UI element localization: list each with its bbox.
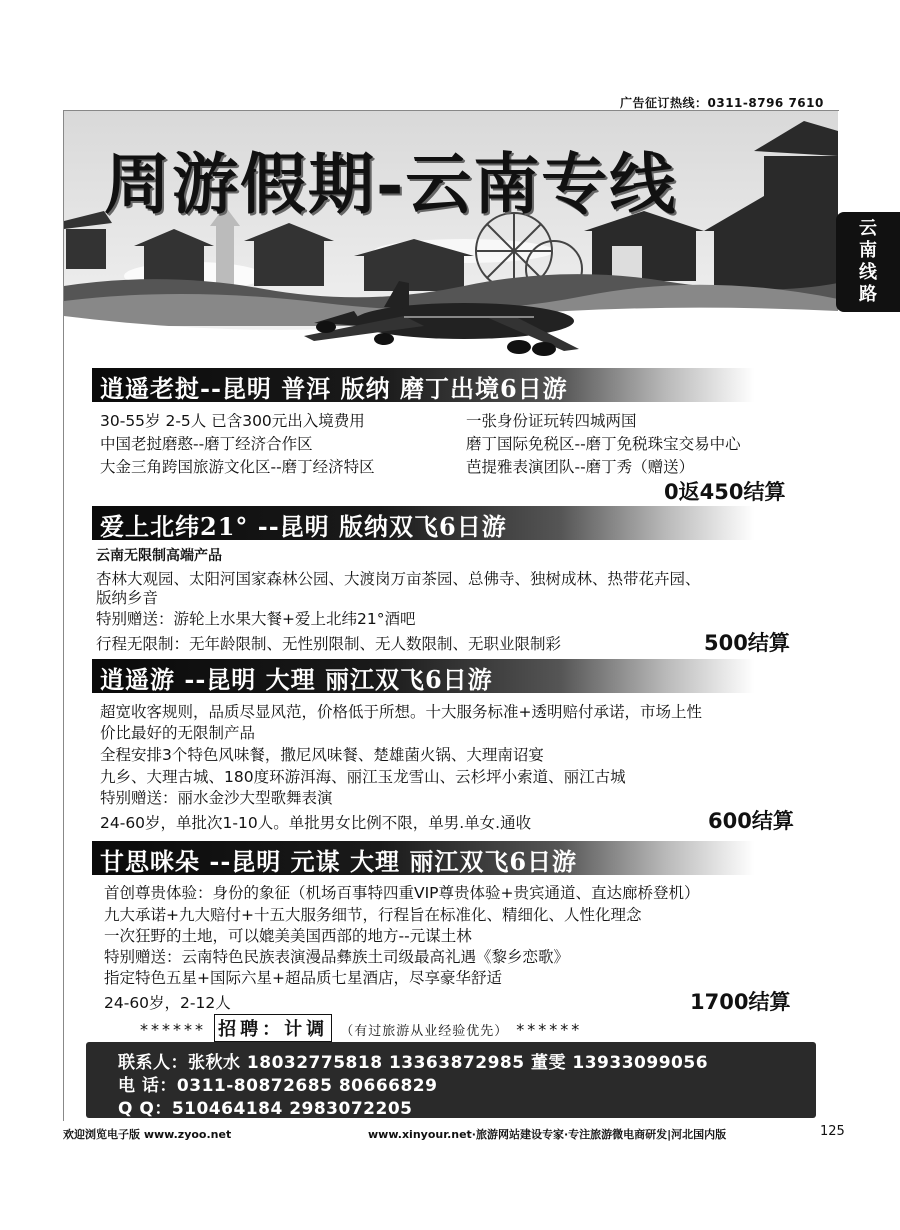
- section-1-price: 0返450结算: [664, 480, 786, 504]
- section-2-price: 500结算: [704, 631, 790, 655]
- section-4-line: 指定特色五星+国际六星+超品质七星酒店，尽享豪华舒适: [104, 969, 502, 987]
- contact-persons: 联系人：张秋水 18032775818 13363872985 董雯 13933099056: [118, 1053, 709, 1073]
- section-3-line: 全程安排3个特色风味餐，撒尼风味餐、楚雄菌火锅、大理南诏宴: [100, 746, 544, 764]
- section-2-line: 版纳乡音: [96, 589, 159, 607]
- footer-website-slogan: www.xinyour.net·旅游网站建设专家·专注旅游微电商研发|河北国内版: [368, 1128, 727, 1141]
- section-1-line: 大金三角跨国旅游文化区--磨丁经济特区: [100, 458, 375, 476]
- ad-hotline: 广告征订热线：0311-8796 7610: [620, 96, 824, 110]
- section-1-line: 磨丁国际免税区--磨丁免税珠宝交易中心: [466, 435, 741, 453]
- section-3-header: [92, 659, 812, 693]
- section-3-price: 600结算: [708, 809, 794, 833]
- section-4-title: 甘思咪朵 --昆明 元谋 大理 丽江双飞6日游: [100, 847, 578, 876]
- side-tab-char: 路: [859, 284, 877, 305]
- section-3-line: 24-60岁，单批次1-10人。单批男女比例不限，单男.单女.通收: [100, 814, 532, 832]
- contact-phone: 电 话：0311-80872685 80666829: [118, 1076, 438, 1096]
- recruit-label: 招聘：计调: [214, 1014, 332, 1042]
- section-4-price: 1700结算: [690, 990, 791, 1014]
- section-3-line: 特别赠送：丽水金沙大型歌舞表演: [100, 789, 333, 807]
- section-1-line: 中国老挝磨憨--磨丁经济合作区: [100, 435, 313, 453]
- side-tab-char: 线: [859, 262, 877, 283]
- section-1-title: 逍遥老挝--昆明 普洱 版纳 磨丁出境6日游: [100, 374, 568, 403]
- section-4-line: 首创尊贵体验：身份的象征（机场百事特四重VIP尊贵体验+贵宾通道、直达廊桥登机）: [104, 884, 700, 902]
- contact-box: [86, 1042, 816, 1118]
- footer-ebook-link[interactable]: 欢迎浏览电子版 www.zyoo.net: [63, 1128, 232, 1141]
- page-number: 125: [820, 1124, 845, 1139]
- section-3-line: 价比最好的无限制产品: [100, 724, 256, 742]
- hero-title: 周游假期-云南专线: [104, 145, 678, 223]
- section-4-line: 一次狂野的土地，可以媲美美国西部的地方--元谋土林: [104, 927, 472, 945]
- section-3-line: 九乡、大理古城、180度环游洱海、丽江玉龙雪山、云杉坪小索道、丽江古城: [100, 768, 626, 786]
- section-2-title: 爱上北纬21° --昆明 版纳双飞6日游: [100, 512, 507, 541]
- recruit-stars-right: ******: [516, 1020, 583, 1039]
- section-1-line: 30-55岁 2-5人 已含300元出入境费用: [100, 412, 365, 430]
- section-1-line: 一张身份证玩转四城两国: [466, 412, 637, 430]
- section-1-header: [92, 368, 812, 402]
- section-2-line: 杏林大观园、太阳河国家森林公园、大渡岗万亩茶园、总佛寺、独树成林、热带花卉园、: [96, 570, 701, 588]
- section-3-title: 逍遥游 --昆明 大理 丽江双飞6日游: [100, 665, 493, 694]
- section-2-header: [92, 506, 812, 540]
- section-4-line: 24-60岁，2-12人: [104, 994, 231, 1012]
- section-2-line: 特别赠送：游轮上水果大餐+爱上北纬21°酒吧: [96, 610, 416, 628]
- recruit-stars-left: ******: [140, 1020, 206, 1039]
- section-2-subtitle: 云南无限制高端产品: [96, 548, 222, 564]
- section-4-line: 九大承诺+九大赔付+十五大服务细节，行程旨在标准化、精细化、人性化理念: [104, 906, 642, 924]
- section-4-line: 特别赠送：云南特色民族表演漫品彝族土司级最高礼遇《黎乡恋歌》: [104, 948, 570, 966]
- side-tab-char: 南: [859, 240, 877, 261]
- recruit-note: （有过旅游从业经验优先）: [340, 1024, 509, 1039]
- contact-qq: Q Q：510464184 2983072205: [118, 1099, 413, 1119]
- section-3-line: 超宽收客规则，品质尽显风范，价格低于所想。十大服务标准+透明赔付承诺，市场上性: [100, 703, 702, 721]
- section-2-line: 行程无限制：无年龄限制、无性别限制、无人数限制、无职业限制彩: [96, 635, 562, 653]
- recruitment-notice: [140, 1014, 582, 1042]
- side-tab-yunnan-routes: [836, 212, 900, 312]
- hero-banner: [64, 111, 838, 363]
- section-1-line: 芭提雅表演团队--磨丁秀（赠送）: [466, 458, 695, 476]
- section-4-header: [92, 841, 812, 875]
- side-tab-char: 云: [859, 218, 877, 239]
